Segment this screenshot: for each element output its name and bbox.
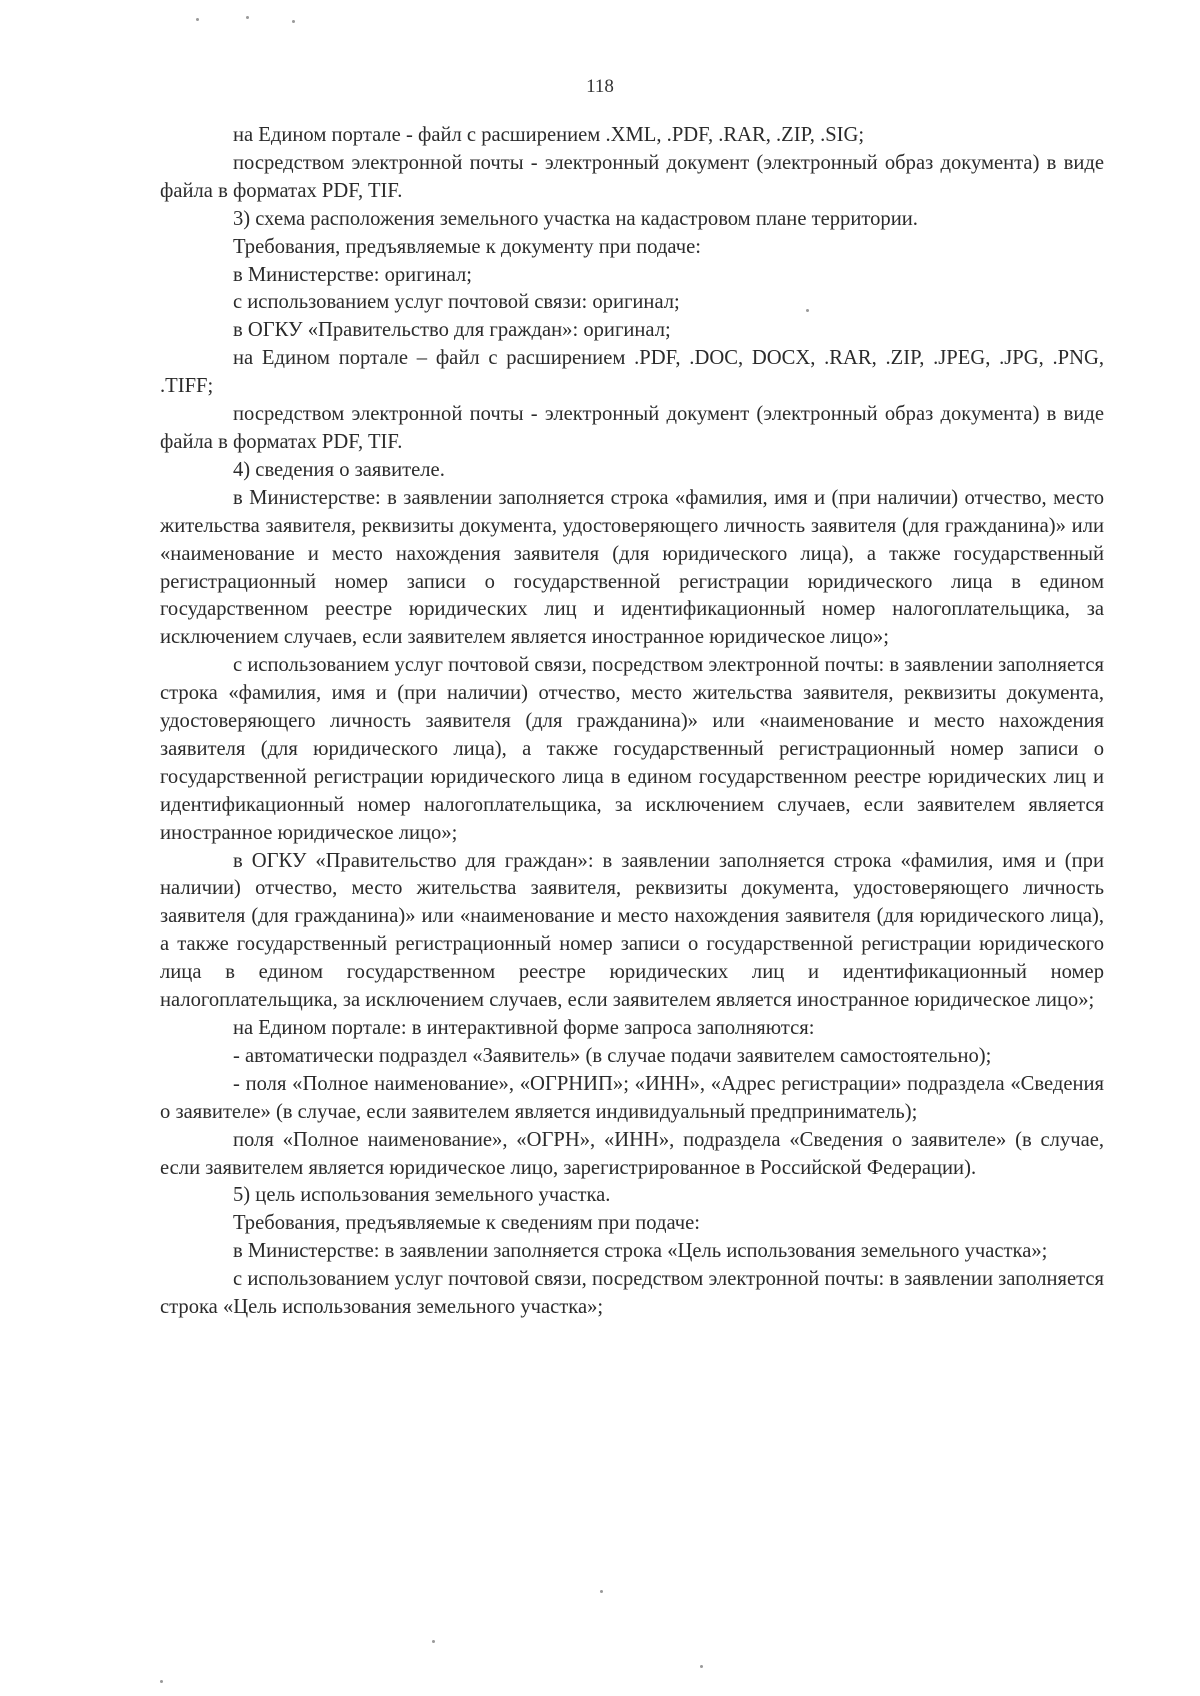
scan-speck: [246, 16, 249, 19]
paragraph: Требования, предъявляемые к документу при подаче:: [233, 235, 701, 258]
paragraph: поля «Полное наименование», «ОГРН», «ИНН», подраздела «Сведения о заявителе» (в случае, если заявителем является юридическое лицо, зарегистрированное в Российской Федерации).: [160, 1128, 1104, 1179]
paragraph: 5) цель использования земельного участка.: [233, 1184, 611, 1207]
paragraph: на Едином портале: в интерактивной форме запроса заполняются:: [233, 1017, 815, 1039]
paragraph: с использованием услуг почтовой связи: оригинал;: [233, 291, 680, 314]
paragraph: с использованием услуг почтовой связи, посредством электронной почты: в заявлении заполняется строка «Цель использования земельного участка»;: [160, 1268, 1104, 1319]
scan-speck: [292, 20, 295, 23]
scan-speck: [600, 1590, 603, 1593]
paragraph: в ОГКУ «Правительство для граждан»: оригинал;: [233, 319, 671, 342]
paragraph: посредством электронной почты - электронный документ (электронный образ документа) в виде файла в форматах PDF, TIF.: [160, 151, 1104, 202]
paragraph: Требования, предъявляемые к сведениям при подаче:: [233, 1212, 700, 1235]
paragraph: 3) схема расположения земельного участка на кадастровом плане территории.: [233, 207, 918, 230]
scan-speck: [432, 1640, 435, 1643]
document-body: [160, 122, 1104, 1322]
paragraph: в ОГКУ «Правительство для граждан»: в заявлении заполняется строка «фамилия, имя и (при наличии) отчество, место жительства заявителя, реквизиты документа, удостоверяющего личность заявителя (для гражданина)» или «наименование и место нахождения заявителя (для юридического лица), а также государственный регистрационный номер записи о государственной регистрации юридического лица в едином государственном реестре юридических лиц и идентификационный номер налогоплательщика, за исключением случаев, если заявителем является иностранное юридическое лицо»;: [160, 849, 1104, 1012]
paragraph: посредством электронной почты - электронный документ (электронный образ документа) в виде файла в форматах PDF, TIF.: [160, 403, 1104, 453]
paragraph: в Министерстве: в заявлении заполняется строка «фамилия, имя и (при наличии) отчество, место жительства заявителя, реквизиты документа, удостоверяющего личность заявителя (для гражданина)» или «наименование и место нахождения заявителя (для юридического лица), а также государственный регистрационный номер записи о государственной регистрации юридического лица в едином государственном реестре юридических лиц и идентификационный номер налогоплательщика, за исключением случаев, если заявителем является иностранное юридическое лицо»;: [160, 486, 1104, 649]
scan-speck: [700, 1665, 703, 1668]
paragraph: в Министерстве: в заявлении заполняется строка «Цель использования земельного участка»;: [233, 1240, 1048, 1263]
page-number: 118: [586, 76, 614, 97]
scan-speck: [160, 1680, 163, 1683]
paragraph: в Министерстве: оригинал;: [233, 263, 473, 286]
paragraph: 4) сведения о заявителе.: [233, 458, 445, 481]
paragraph: с использованием услуг почтовой связи, посредством электронной почты: в заявлении заполняется строка «фамилия, имя и (при наличии) отчество, место жительства заявителя, реквизиты документа, удостоверяющего личность заявителя (для гражданина)» или «наименование и место нахождения заявителя (для юридического лица), а также государственный регистрационный номер записи о государственной регистрации юридического лица в едином государственном реестре юридических лиц и идентификационный номер налогоплательщика, за исключением случаев, если заявителем является иностранное юридическое лицо»;: [160, 654, 1104, 844]
paragraph: на Едином портале - файл с расширением .XML, .PDF, .RAR, .ZIP, .SIG;: [233, 124, 865, 146]
paragraph: - автоматически подраздел «Заявитель» (в случае подачи заявителем самостоятельно);: [233, 1044, 992, 1067]
scan-speck: [806, 309, 809, 312]
paragraph: - поля «Полное наименование», «ОГРНИП»; «ИНН», «Адрес регистрации» подраздела «Сведения о заявителе» (в случае, если заявителем является индивидуальный предприниматель);: [160, 1072, 1104, 1123]
scan-speck: [196, 18, 199, 21]
paragraph: на Едином портале – файл с расширением .PDF, .DOC, DOCX, .RAR, .ZIP, .JPEG, .JPG, .PNG, .TIFF;: [160, 347, 1104, 398]
